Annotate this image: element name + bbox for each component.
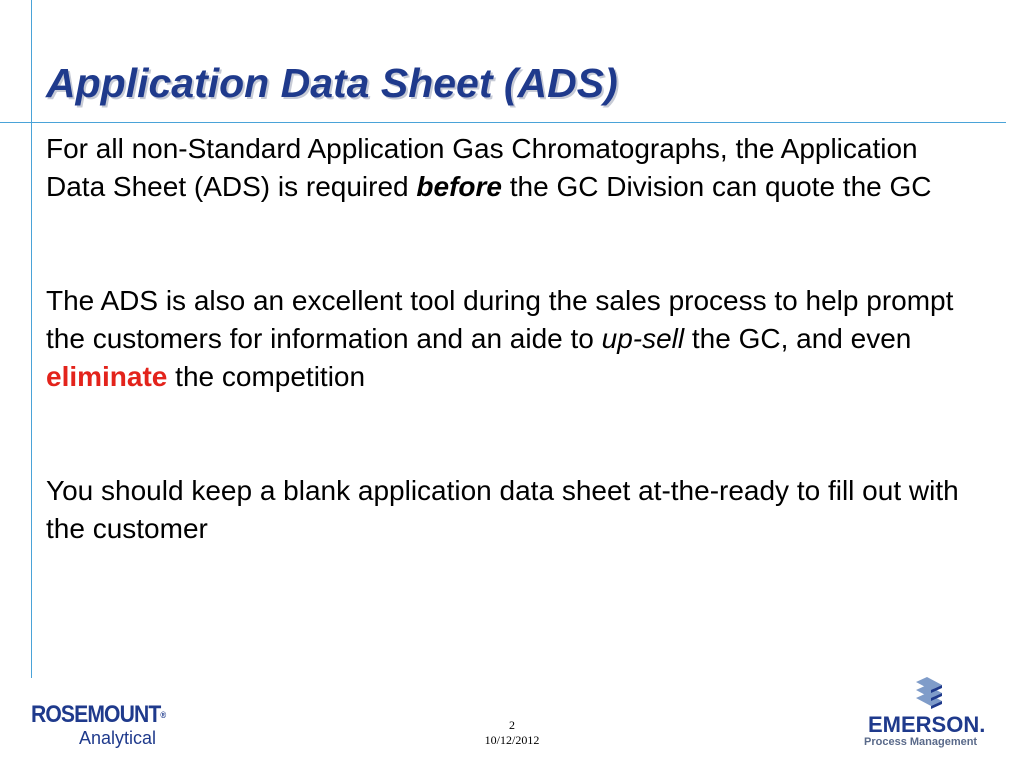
paragraph-text: the GC, and even xyxy=(684,323,912,354)
emerson-wordmark xyxy=(868,712,985,738)
emerson-dot: . xyxy=(979,712,986,737)
paragraph-blank-sheet: You should keep a blank application data sheet at-the-ready to fill out with the customer xyxy=(46,475,959,544)
rosemount-logo xyxy=(31,702,184,748)
emerson-name: EMERSON xyxy=(868,712,980,737)
paragraph-text: the competition xyxy=(167,361,366,392)
title-underline xyxy=(0,122,1006,123)
registered-mark: ® xyxy=(160,710,166,720)
rosemount-subtitle: Analytical xyxy=(79,728,157,748)
emphasis-up-sell: up-sell xyxy=(601,323,685,354)
paragraph-sales-tool xyxy=(46,282,976,396)
emerson-icon xyxy=(914,676,944,712)
paragraph-text: The ADS is also an excellent tool during the sales process to help prompt the customers for information and an aide to xyxy=(46,285,954,354)
page-number: 2 xyxy=(509,718,515,732)
slide-title: Application Data Sheet (ADS) xyxy=(46,60,618,106)
emerson-subtitle: Process Management xyxy=(864,736,978,748)
paragraph-quote-requirement xyxy=(46,130,976,206)
paragraph-text: the GC Division can quote the GC xyxy=(501,171,932,202)
footer-info xyxy=(440,718,584,748)
highlight-eliminate: eliminate xyxy=(46,361,168,392)
paragraph-text: For all non-Standard Application Gas Chromatographs, the Application Data Sheet (ADS) is required xyxy=(46,133,918,202)
rosemount-name: ROSEMOUNT xyxy=(31,701,161,728)
emphasis-before: before xyxy=(416,171,502,202)
left-accent-line xyxy=(31,0,32,678)
slide-body xyxy=(46,130,976,548)
footer-date: 10/12/2012 xyxy=(484,733,540,747)
rosemount-wordmark xyxy=(31,702,165,728)
